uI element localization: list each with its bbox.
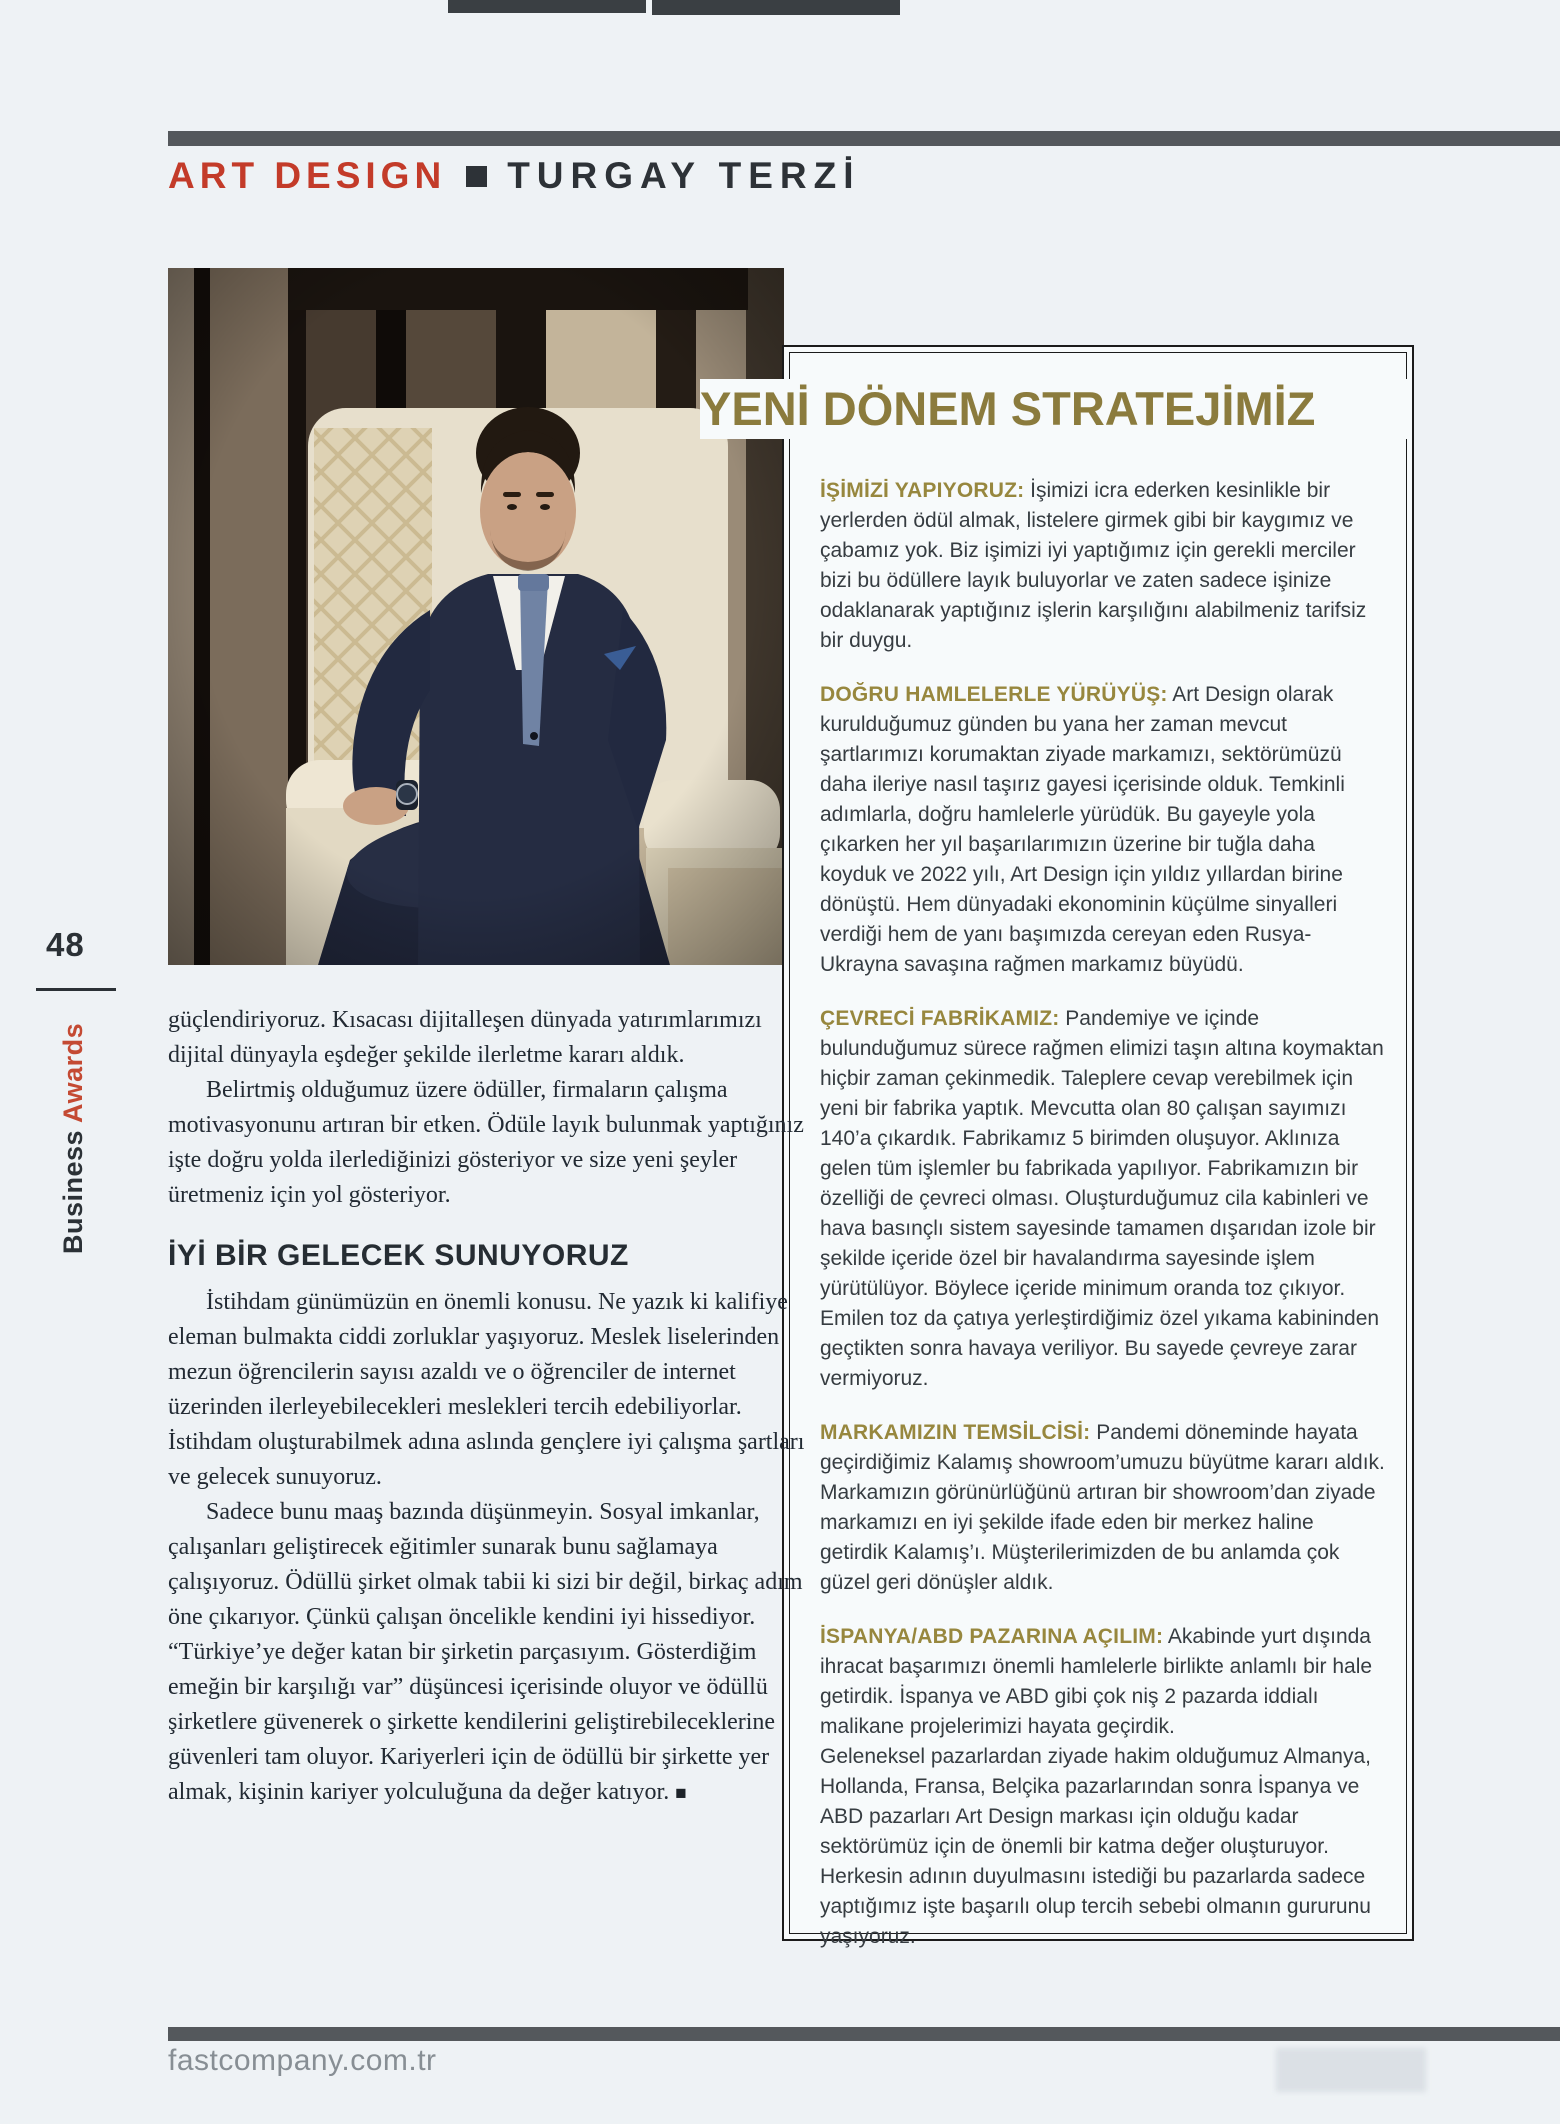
body-paragraph: Belirtmiş olduğumuz üzere ödüller, firmaların çalışma motivasyonunu artıran bir etken. Ödüle layık bulunmak yaptığınız işte doğru yolda ilerlediğinizi gösteriyor ve size yeni şeyler üretmeniz için yol gösteriyor. — [168, 1077, 804, 1208]
paragraph-lead: DOĞRU HAMLELERLE YÜRÜYÜŞ: — [820, 683, 1168, 706]
top-rule — [168, 131, 1560, 146]
square-bullet-icon — [466, 166, 487, 187]
scan-artifact — [652, 0, 900, 15]
magazine-name: Business — [58, 1129, 88, 1254]
scan-artifact — [448, 0, 646, 13]
paragraph-lead: ÇEVRECİ FABRİKAMIZ: — [820, 1007, 1060, 1030]
author-name: TURGAY TERZİ — [507, 155, 861, 196]
paragraph-text: Pandemi döneminde hayata geçirdiğimiz Kalamış showroom’umuzu büyütme kararı aldık. Markamızın görünürlüğünü artıran bir showroom’dan ziyade markamızı en iyi şekilde ifade eden bir merkez haline getirdik Kalamış’ı. Müşterilerimizden de bu anlamda çok güzel geri dönüşler aldık. — [820, 1421, 1385, 1594]
interview-paragraph — [820, 476, 1386, 656]
paragraph-text: İşimizi icra ederken kesinlikle bir yerlerden ödül almak, listelere girmek gibi bir kaygımız ve çabamız yok. Biz işimizi iyi yaptığımız için gerekli merciler bizi bu ödüllere layık buluyorlar ve zaten sadece işinize odaklanarak yaptığınız işlerin karşılığını alabilmeniz tarifsiz bir duygu. — [820, 479, 1367, 652]
article-header — [168, 155, 861, 197]
interview-paragraph — [820, 1004, 1386, 1394]
awards-label: Awards — [58, 1022, 88, 1123]
page-number-rule — [36, 988, 116, 991]
magazine-url: fastcompany.com.tr — [168, 2044, 437, 2077]
scan-artifact — [1276, 2048, 1426, 2092]
paragraph-text: Art Design olarak kurulduğumuz günden bu yana her zaman mevcut şartlarımızı korumaktan ziyade markamızı, sektörümüzü daha ileriye nasıl taşırız gayesi içerisinde olduk. Temkinli adımlarla, doğru hamlelerle yürüdük. Bu gayeyle yola çıkarken her yıl başarılarımızın üzerine bir tuğla daha koyduk ve 2022 yılı, Art Design için yıldız yıllardan birine dönüştü. Hem dünyadaki ekonominin küçülme sinyalleri verdiği hem de yanı başımızda cereyan eden Rusya-Ukrayna savaşına rağmen markamız büyüdü. — [820, 683, 1345, 976]
portrait-illustration — [168, 268, 784, 965]
paragraph-text: Pandemiye ve içinde bulunduğumuz sürece rağmen elimizi taşın altına koymaktan hiçbir zaman çekinmedik. Taleplere cevap verebilmek için yeni bir fabrika yaptık. Mevcutta olan 80 çalışan sayımızı 140’a çıkardık. Fabrikamız 5 birimden oluşuyor. Aklınıza gelen tüm işlemler bu fabrikada yapılıyor. Fabrikamızın bir özelliği de çevreci olması. Oluşturduğumuz cila kabinleri ve hava basınçlı sistem sayesinde tamamen dışarıdan izole bir şekilde içeride özel bir havalandırma sayesinde işlem yürütülüyor. Böylece içeride minimum oranda toz çıkıyor. Emilen toz da çatıya yerleştirdiğimiz özel yıkama kabininden geçtikten sonra havaya veriliyor. Bu sayede çevreye zarar vermiyoruz. — [820, 1007, 1384, 1390]
portrait-photo-man-in-navy-suit — [168, 268, 784, 965]
paragraph-lead: MARKAMIZIN TEMSİLCİSİ: — [820, 1421, 1091, 1444]
subheading: İYİ BİR GELECEK SUNUYORUZ — [168, 1239, 629, 1272]
paragraph-lead: İSPANYA/ABD PAZARINA AÇILIM: — [820, 1625, 1164, 1648]
magazine-section-label — [58, 1023, 89, 1254]
paragraph-text-continued: Geleneksel pazarlardan ziyade hakim olduğumuz Almanya, Hollanda, Fransa, Belçika pazarlarından sonra İspanya ve ABD pazarları Art Design markası için olduğu kadar sektörümüz için de önemli bir katma değer oluşturuyor. Herkesin adının duyulmasını istediği bu pazarlarda sadece yaptığımız işte başarılı olup tercih sebebi olmanın gururunu yaşıyoruz. — [820, 1745, 1371, 1948]
paragraph-text: Akabinde yurt dışında ihracat başarımızı önemli hamlelerle birlikte anlamlı bir hale getirdik. İspanya ve ABD gibi çok niş 2 pazarda iddialı malikane projelerimizi hayata geçirdik. — [820, 1625, 1373, 1738]
section-kicker: ART DESIGN — [168, 155, 447, 196]
body-paragraph: İstihdam günümüzün en önemli konusu. Ne yazık ki kalifiye eleman bulmakta ciddi zorluklar yaşıyoruz. Meslek liselerinden mezun öğrencilerin sayısı azaldı ve o öğrenciler de internet üzerinden ilerleyebilecekleri meslekleri tercih edebiliyorlar. İstihdam oluşturabilmek adına aslında gençlere iyi çalışma şartları ve gelecek sunuyoruz. — [168, 1289, 805, 1490]
interview-content — [820, 476, 1386, 1976]
box-title: YENİ DÖNEM STRATEJİMİZ — [700, 382, 1316, 435]
end-mark-icon: ■ — [675, 1783, 687, 1804]
body-paragraph-text: Sadece bunu maaş bazında düşünmeyin. Sosyal imkanlar, çalışanları geliştirecek eğitimler sunarak bunu sağlamaya çalışıyoruz. Ödüllü şirket olmak tabii ki sizi bir değil, birkaç adım öne çıkarıyor. Çünkü çalışan öncelikle kendini iyi hissediyor. “Türkiye’ye değer katan bir şirketin parçasıyım. Gösterdiğim emeğin bir karşılığı var” düşüncesi içerisinde oluyor ve ödüllü şirketlere güvenerek o şirkette kendilerini geliştirebileceklerine güvenleri tam oluyor. Kariyerleri için de ödüllü bir şirkette yer almak, kişinin kariyer yolculuğuna da değer katıyor. — [168, 1499, 803, 1805]
footer-rule — [168, 2027, 1560, 2041]
page-number: 48 — [46, 926, 85, 963]
body-paragraph: güçlendiriyoruz. Kısacası dijitalleşen dünyada yatırımlarımızı dijital dünyayla eşdeğer şekilde ilerletme kararı aldık. — [168, 1007, 762, 1068]
paragraph-lead: İŞİMİZİ YAPIYORUZ: — [820, 479, 1025, 502]
body-column — [168, 1003, 810, 1811]
interview-paragraph — [820, 1418, 1386, 1598]
body-paragraph — [168, 1495, 810, 1811]
interview-paragraph — [820, 1622, 1386, 1952]
interview-paragraph — [820, 680, 1386, 980]
